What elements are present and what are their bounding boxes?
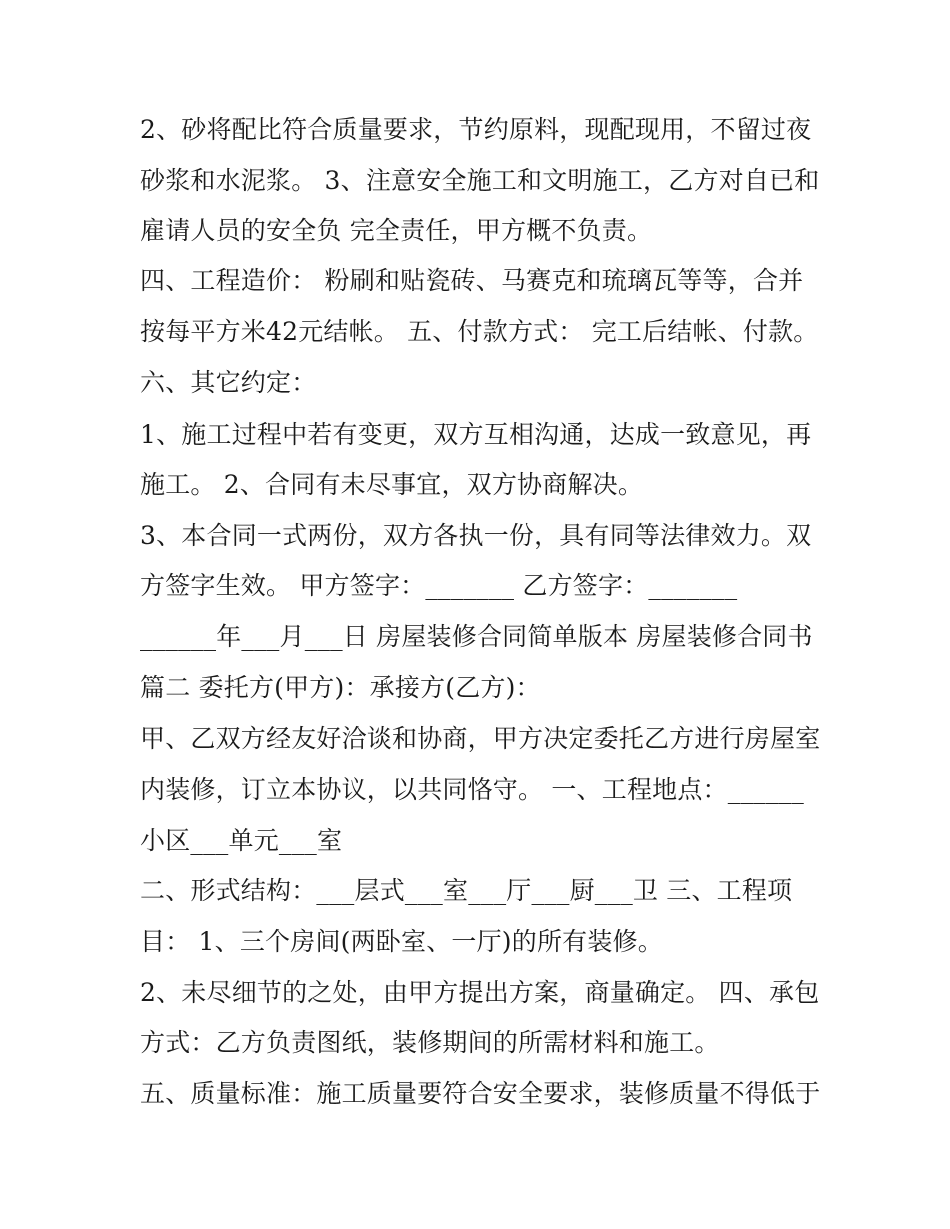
text-line: 2、砂将配比符合质量要求，节约原料，现配现用，不留过夜 — [140, 115, 812, 144]
text-line: 四、工程造价： 粉刷和贴瓷砖、马赛克和琉璃瓦等等，合并 — [140, 266, 804, 295]
text-line: 施工。 2、合同有未尽事宜，双方协商解决。 — [140, 470, 644, 499]
text-line: 内装修，订立本协议，以共同恪守。 一、工程地点：______ — [140, 775, 804, 804]
text-line: 六、其它约定： — [140, 368, 317, 397]
signature-line: 方签字生效。 甲方签字：_______ 乙方签字：_______ — [140, 571, 738, 600]
text-line: 篇二 委托方(甲方)：承接方(乙方)： — [140, 673, 541, 702]
text-line: 小区___单元___室 — [140, 826, 343, 855]
text-line: 五、质量标准：施工质量要符合安全要求，装修质量不得低于 — [140, 1079, 821, 1108]
text-line: 目： 1、三个房间(两卧室、一厅)的所有装修。 — [140, 927, 663, 956]
text-line: 雇请人员的安全负 完全责任，甲方概不负责。 — [140, 216, 653, 245]
text-line: 甲、乙双方经友好洽谈和协商，甲方决定委托乙方进行房屋室 — [140, 724, 821, 753]
text-line: 方式：乙方负责图纸，装修期间的所需材料和施工。 — [140, 1028, 720, 1057]
text-line: 1、施工过程中若有变更，双方互相沟通，达成一致意见，再 — [140, 420, 812, 449]
text-line: 按每平方米42元结帐。 五、付款方式： 完工后结帐、付款。 — [140, 317, 819, 346]
text-line: 二、形式结构：___层式___室___厅___厨___卫 三、工程项 — [140, 876, 793, 905]
text-line: 砂浆和水泥浆。 3、注意安全施工和文明施工，乙方对自已和 — [140, 166, 820, 195]
date-line: ______年___月___日 房屋装修合同简单版本 房屋装修合同书 — [140, 622, 813, 651]
text-line: 3、本合同一式两份，双方各执一份，具有同等法律效力。双 — [140, 521, 812, 550]
text-line: 2、未尽细节的之处，由甲方提出方案，商量确定。 四、承包 — [140, 978, 820, 1007]
